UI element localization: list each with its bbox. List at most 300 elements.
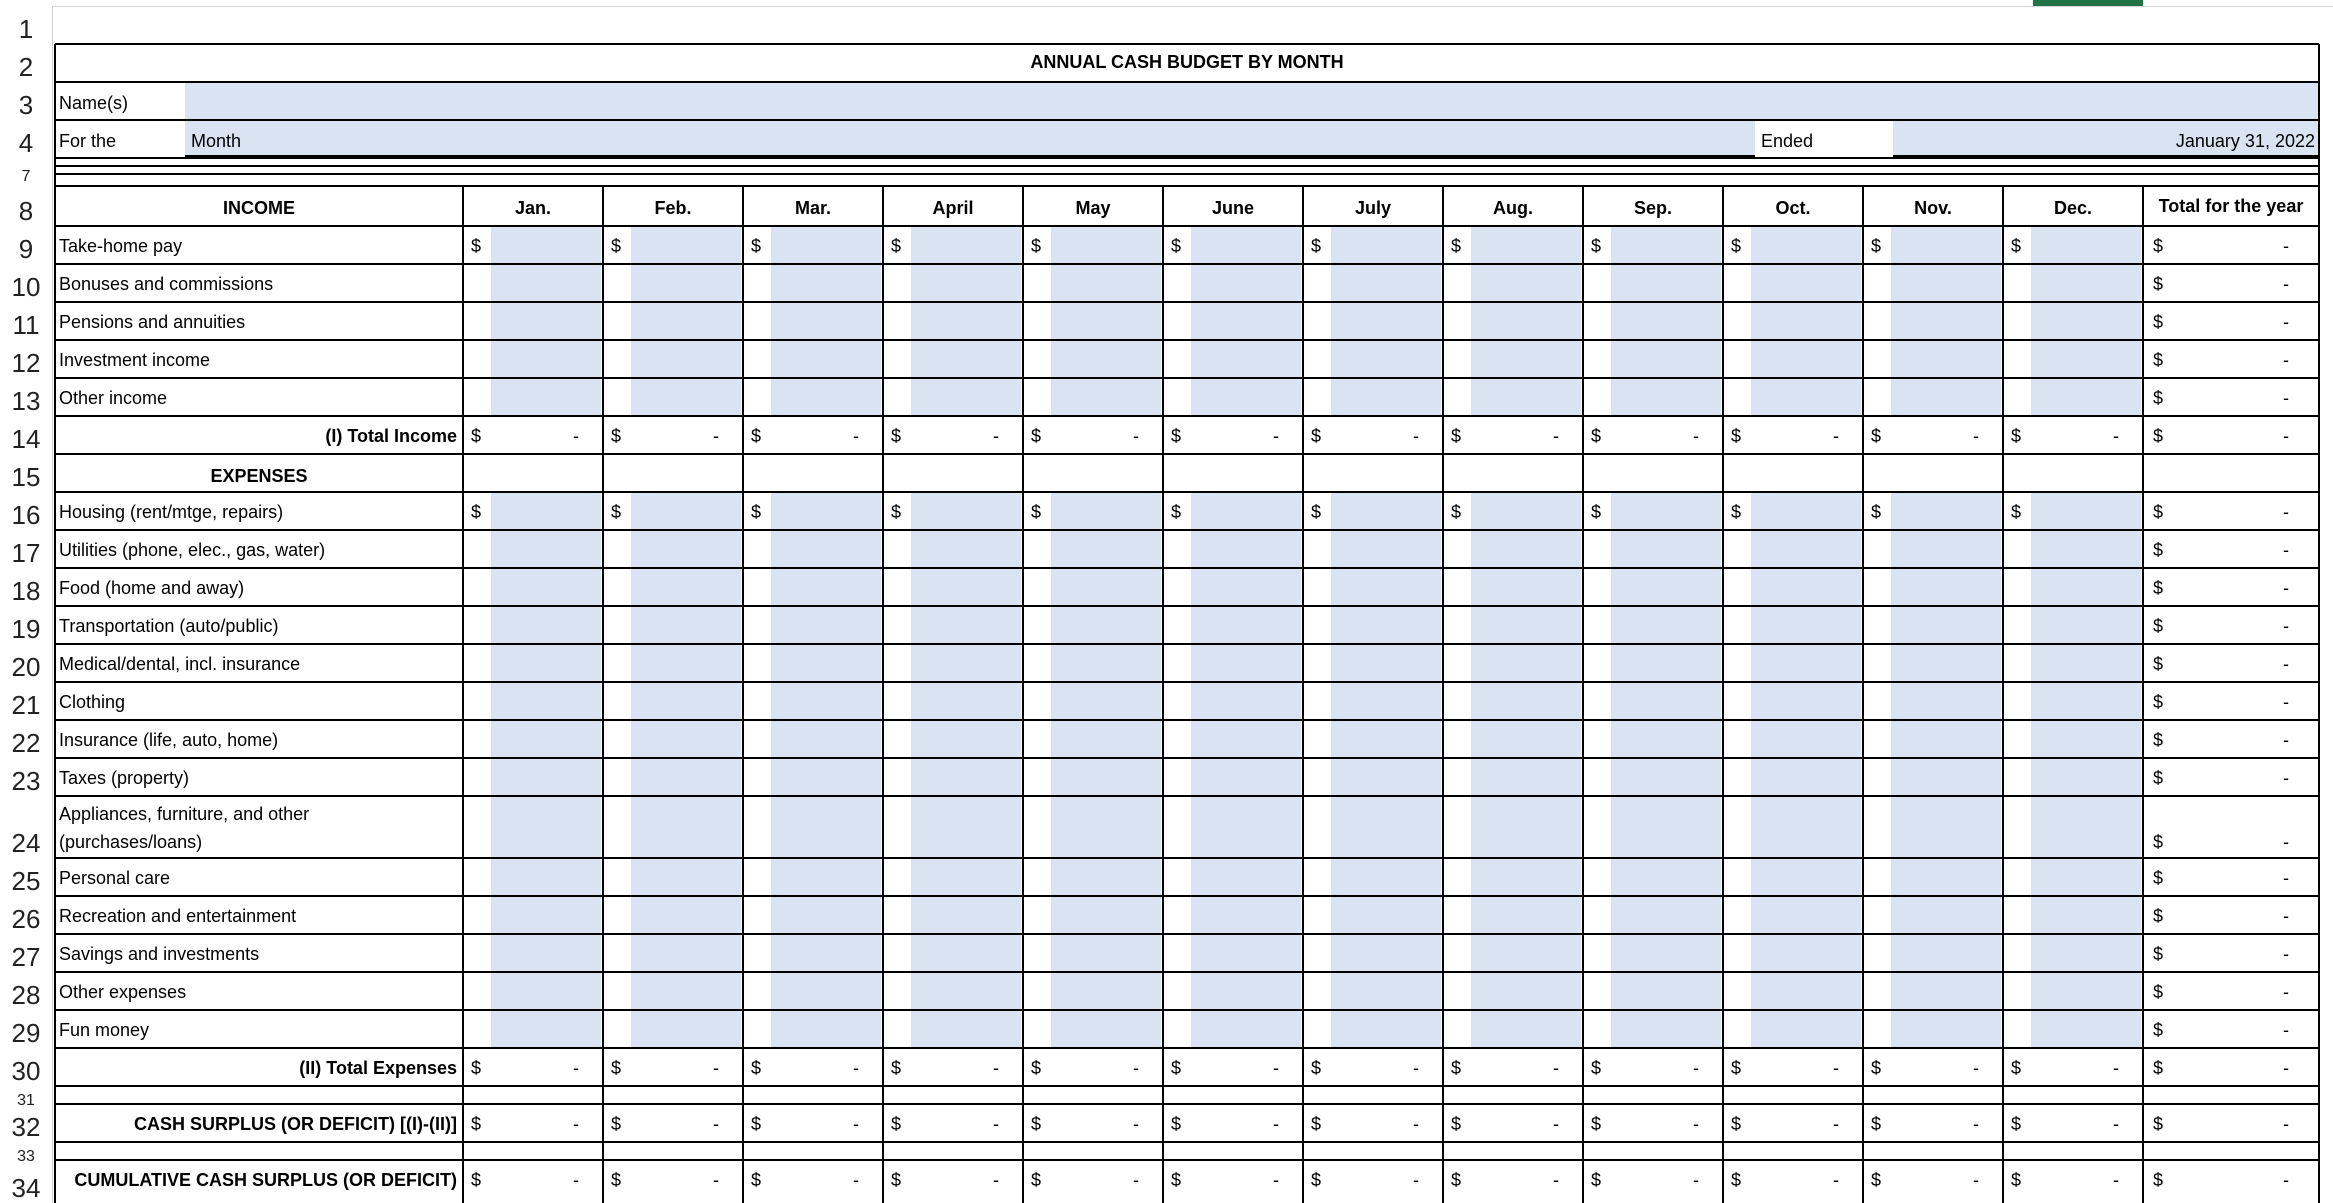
income-input-13-8[interactable] bbox=[1471, 379, 1581, 416]
expense-input-29-10[interactable] bbox=[1751, 1011, 1861, 1048]
expense-input-28-12[interactable] bbox=[2031, 973, 2141, 1010]
empty-value: - bbox=[1973, 1170, 1979, 1190]
expense-input-19-10[interactable] bbox=[1751, 607, 1861, 644]
expense-input-22-3[interactable] bbox=[771, 721, 881, 758]
expense-input-28-8[interactable] bbox=[1471, 973, 1581, 1010]
expense-input-28-3[interactable] bbox=[771, 973, 881, 1010]
expense-input-16-3[interactable] bbox=[771, 493, 881, 530]
expense-input-28-11[interactable] bbox=[1891, 973, 2001, 1010]
expense-input-28-9[interactable] bbox=[1611, 973, 1721, 1010]
total-currency-sign: $ bbox=[2153, 426, 2164, 446]
row-number[interactable]: 13 bbox=[11, 386, 41, 416]
expense-input-23-9[interactable] bbox=[1611, 759, 1721, 796]
border-line bbox=[55, 43, 2319, 45]
expense-input-25-9[interactable] bbox=[1611, 859, 1721, 896]
expense-input-24-2[interactable] bbox=[631, 797, 741, 858]
expense-input-20-12[interactable] bbox=[2031, 645, 2141, 682]
expense-input-29-3[interactable] bbox=[771, 1011, 881, 1048]
row-number[interactable]: 22 bbox=[11, 728, 41, 758]
income-input-12-2[interactable] bbox=[631, 341, 741, 378]
border-line bbox=[55, 1047, 2319, 1049]
currency-sign: $ bbox=[1731, 1170, 1742, 1190]
income-input-12-8[interactable] bbox=[1471, 341, 1581, 378]
expense-input-18-3[interactable] bbox=[771, 569, 881, 606]
expense-input-26-11[interactable] bbox=[1891, 897, 2001, 934]
expense-input-29-5[interactable] bbox=[1051, 1011, 1161, 1048]
expense-input-18-5[interactable] bbox=[1051, 569, 1161, 606]
income-input-11-9[interactable] bbox=[1611, 303, 1721, 340]
expense-input-17-5[interactable] bbox=[1051, 531, 1161, 568]
expense-input-25-8[interactable] bbox=[1471, 859, 1581, 896]
income-input-10-5[interactable] bbox=[1051, 265, 1161, 302]
expense-input-27-12[interactable] bbox=[2031, 935, 2141, 972]
income-input-12-1[interactable] bbox=[491, 341, 601, 378]
expense-input-18-1[interactable] bbox=[491, 569, 601, 606]
row-number[interactable]: 24 bbox=[11, 828, 41, 858]
currency-sign: $ bbox=[2011, 426, 2022, 446]
expense-input-19-1[interactable] bbox=[491, 607, 601, 644]
row-number[interactable]: 32 bbox=[11, 1112, 41, 1142]
income-input-9-8[interactable] bbox=[1471, 227, 1581, 264]
expense-input-24-3[interactable] bbox=[771, 797, 881, 858]
expense-input-24-8[interactable] bbox=[1471, 797, 1581, 858]
expense-input-16-12[interactable] bbox=[2031, 493, 2141, 530]
expense-input-20-7[interactable] bbox=[1331, 645, 1441, 682]
expense-input-21-9[interactable] bbox=[1611, 683, 1721, 720]
expense-input-21-3[interactable] bbox=[771, 683, 881, 720]
income-input-10-12[interactable] bbox=[2031, 265, 2141, 302]
row-number[interactable]: 11 bbox=[12, 310, 40, 340]
row-number[interactable]: 4 bbox=[18, 128, 34, 158]
expense-input-19-4[interactable] bbox=[911, 607, 1021, 644]
expense-input-25-10[interactable] bbox=[1751, 859, 1861, 896]
row-number[interactable]: 26 bbox=[11, 904, 41, 934]
expense-input-21-11[interactable] bbox=[1891, 683, 2001, 720]
expense-input-25-6[interactable] bbox=[1191, 859, 1301, 896]
expense-input-27-9[interactable] bbox=[1611, 935, 1721, 972]
income-input-11-6[interactable] bbox=[1191, 303, 1301, 340]
expense-input-27-10[interactable] bbox=[1751, 935, 1861, 972]
expense-input-17-9[interactable] bbox=[1611, 531, 1721, 568]
row-number[interactable]: 16 bbox=[11, 500, 41, 530]
income-input-11-10[interactable] bbox=[1751, 303, 1861, 340]
expense-row-label: Transportation (auto/public) bbox=[59, 616, 279, 636]
row-number[interactable]: 33 bbox=[17, 1148, 35, 1162]
expense-input-26-3[interactable] bbox=[771, 897, 881, 934]
expense-input-16-6[interactable] bbox=[1191, 493, 1301, 530]
empty-value: - bbox=[1693, 1058, 1699, 1078]
expense-input-16-10[interactable] bbox=[1751, 493, 1861, 530]
expense-input-21-12[interactable] bbox=[2031, 683, 2141, 720]
expense-input-20-6[interactable] bbox=[1191, 645, 1301, 682]
expense-input-16-8[interactable] bbox=[1471, 493, 1581, 530]
row-number[interactable]: 9 bbox=[18, 234, 34, 264]
expense-input-20-10[interactable] bbox=[1751, 645, 1861, 682]
expense-input-16-7[interactable] bbox=[1331, 493, 1441, 530]
expense-input-16-1[interactable] bbox=[491, 493, 601, 530]
expense-input-29-4[interactable] bbox=[911, 1011, 1021, 1048]
expense-input-20-4[interactable] bbox=[911, 645, 1021, 682]
expense-input-22-4[interactable] bbox=[911, 721, 1021, 758]
income-input-10-9[interactable] bbox=[1611, 265, 1721, 302]
expense-input-17-3[interactable] bbox=[771, 531, 881, 568]
row-number[interactable]: 8 bbox=[18, 196, 34, 226]
income-input-11-11[interactable] bbox=[1891, 303, 2001, 340]
expense-input-28-6[interactable] bbox=[1191, 973, 1301, 1010]
expense-input-20-8[interactable] bbox=[1471, 645, 1581, 682]
expense-input-23-11[interactable] bbox=[1891, 759, 2001, 796]
expense-input-26-9[interactable] bbox=[1611, 897, 1721, 934]
expense-input-23-7[interactable] bbox=[1331, 759, 1441, 796]
income-input-13-3[interactable] bbox=[771, 379, 881, 416]
expense-input-17-10[interactable] bbox=[1751, 531, 1861, 568]
income-input-12-9[interactable] bbox=[1611, 341, 1721, 378]
expense-input-22-11[interactable] bbox=[1891, 721, 2001, 758]
expense-input-20-9[interactable] bbox=[1611, 645, 1721, 682]
row-number[interactable]: 2 bbox=[18, 52, 34, 82]
expense-input-20-11[interactable] bbox=[1891, 645, 2001, 682]
expense-input-17-4[interactable] bbox=[911, 531, 1021, 568]
expense-input-22-2[interactable] bbox=[631, 721, 741, 758]
income-input-12-6[interactable] bbox=[1191, 341, 1301, 378]
expense-input-24-1[interactable] bbox=[491, 797, 601, 858]
expense-input-29-11[interactable] bbox=[1891, 1011, 2001, 1048]
total-empty-value: - bbox=[2283, 426, 2289, 446]
expense-input-29-12[interactable] bbox=[2031, 1011, 2141, 1048]
row-number[interactable]: 15 bbox=[11, 462, 41, 492]
expense-input-24-7[interactable] bbox=[1331, 797, 1441, 858]
expense-input-18-7[interactable] bbox=[1331, 569, 1441, 606]
expense-input-19-11[interactable] bbox=[1891, 607, 2001, 644]
income-input-10-11[interactable] bbox=[1891, 265, 2001, 302]
income-input-11-7[interactable] bbox=[1331, 303, 1441, 340]
expense-row-label: Food (home and away) bbox=[59, 578, 245, 598]
expense-input-24-5[interactable] bbox=[1051, 797, 1161, 858]
expense-input-28-4[interactable] bbox=[911, 973, 1021, 1010]
expense-input-23-10[interactable] bbox=[1751, 759, 1861, 796]
row-number[interactable]: 30 bbox=[11, 1056, 41, 1086]
income-input-9-1[interactable] bbox=[491, 227, 601, 264]
income-input-9-4[interactable] bbox=[911, 227, 1021, 264]
total-empty-value: - bbox=[2283, 312, 2289, 332]
border-line bbox=[2318, 44, 2320, 160]
expense-input-24-12[interactable] bbox=[2031, 797, 2141, 858]
expense-input-22-8[interactable] bbox=[1471, 721, 1581, 758]
income-input-11-1[interactable] bbox=[491, 303, 601, 340]
expense-input-29-1[interactable] bbox=[491, 1011, 601, 1048]
expense-input-19-7[interactable] bbox=[1331, 607, 1441, 644]
expense-input-16-5[interactable] bbox=[1051, 493, 1161, 530]
income-input-12-10[interactable] bbox=[1751, 341, 1861, 378]
expense-input-27-3[interactable] bbox=[771, 935, 881, 972]
expense-input-18-10[interactable] bbox=[1751, 569, 1861, 606]
income-input-13-1[interactable] bbox=[491, 379, 601, 416]
expense-input-18-2[interactable] bbox=[631, 569, 741, 606]
expense-input-20-3[interactable] bbox=[771, 645, 881, 682]
income-input-11-8[interactable] bbox=[1471, 303, 1581, 340]
border-line bbox=[55, 1103, 2319, 1105]
expense-input-17-2[interactable] bbox=[631, 531, 741, 568]
row-number[interactable]: 1 bbox=[18, 14, 34, 44]
period-input[interactable] bbox=[185, 121, 1755, 157]
currency-sign: $ bbox=[751, 1170, 762, 1190]
expense-input-19-6[interactable] bbox=[1191, 607, 1301, 644]
expense-input-25-1[interactable] bbox=[491, 859, 601, 896]
expense-input-27-2[interactable] bbox=[631, 935, 741, 972]
expense-input-25-5[interactable] bbox=[1051, 859, 1161, 896]
expense-input-27-4[interactable] bbox=[911, 935, 1021, 972]
income-input-12-4[interactable] bbox=[911, 341, 1021, 378]
expense-input-19-5[interactable] bbox=[1051, 607, 1161, 644]
expense-input-23-1[interactable] bbox=[491, 759, 601, 796]
expense-input-21-8[interactable] bbox=[1471, 683, 1581, 720]
expense-input-21-4[interactable] bbox=[911, 683, 1021, 720]
expense-input-27-5[interactable] bbox=[1051, 935, 1161, 972]
row-number[interactable]: 19 bbox=[11, 614, 41, 644]
currency-sign: $ bbox=[891, 1058, 902, 1078]
expense-input-26-1[interactable] bbox=[491, 897, 601, 934]
expense-input-28-2[interactable] bbox=[631, 973, 741, 1010]
expense-input-29-2[interactable] bbox=[631, 1011, 741, 1048]
expense-input-17-7[interactable] bbox=[1331, 531, 1441, 568]
for-the-label: For the bbox=[59, 131, 117, 151]
row-number[interactable]: 12 bbox=[11, 348, 41, 378]
currency-sign: $ bbox=[1311, 1058, 1322, 1078]
expense-input-17-6[interactable] bbox=[1191, 531, 1301, 568]
expense-input-21-5[interactable] bbox=[1051, 683, 1161, 720]
income-input-9-3[interactable] bbox=[771, 227, 881, 264]
income-input-12-11[interactable] bbox=[1891, 341, 2001, 378]
row-number[interactable]: 17 bbox=[11, 538, 41, 568]
expense-input-17-12[interactable] bbox=[2031, 531, 2141, 568]
expense-input-25-11[interactable] bbox=[1891, 859, 2001, 896]
expense-input-22-5[interactable] bbox=[1051, 721, 1161, 758]
expense-input-24-6[interactable] bbox=[1191, 797, 1301, 858]
empty-value: - bbox=[1833, 1058, 1839, 1078]
income-input-11-2[interactable] bbox=[631, 303, 741, 340]
income-row-label: Bonuses and commissions bbox=[59, 274, 274, 294]
expense-input-23-12[interactable] bbox=[2031, 759, 2141, 796]
income-input-9-5[interactable] bbox=[1051, 227, 1161, 264]
income-input-9-11[interactable] bbox=[1891, 227, 2001, 264]
expense-input-19-2[interactable] bbox=[631, 607, 741, 644]
border-line bbox=[1893, 155, 2319, 157]
income-input-13-10[interactable] bbox=[1751, 379, 1861, 416]
expense-input-26-10[interactable] bbox=[1751, 897, 1861, 934]
income-input-10-3[interactable] bbox=[771, 265, 881, 302]
row-number[interactable]: 10 bbox=[11, 272, 41, 302]
expense-input-26-12[interactable] bbox=[2031, 897, 2141, 934]
expense-input-21-7[interactable] bbox=[1331, 683, 1441, 720]
income-input-9-2[interactable] bbox=[631, 227, 741, 264]
row-number[interactable]: 31 bbox=[17, 1092, 35, 1106]
expense-input-29-6[interactable] bbox=[1191, 1011, 1301, 1048]
income-input-10-7[interactable] bbox=[1331, 265, 1441, 302]
expense-input-28-1[interactable] bbox=[491, 973, 601, 1010]
expense-input-27-1[interactable] bbox=[491, 935, 601, 972]
expense-input-18-6[interactable] bbox=[1191, 569, 1301, 606]
row-number[interactable]: 14 bbox=[11, 424, 41, 454]
row-number[interactable]: 27 bbox=[11, 942, 41, 972]
income-input-9-9[interactable] bbox=[1611, 227, 1721, 264]
income-input-13-7[interactable] bbox=[1331, 379, 1441, 416]
expense-row-label: Savings and investments bbox=[59, 944, 260, 964]
border-line bbox=[185, 155, 1755, 157]
expense-input-19-3[interactable] bbox=[771, 607, 881, 644]
row-number[interactable]: 3 bbox=[18, 90, 34, 120]
income-input-10-2[interactable] bbox=[631, 265, 741, 302]
expense-input-17-8[interactable] bbox=[1471, 531, 1581, 568]
expense-input-20-2[interactable] bbox=[631, 645, 741, 682]
income-input-12-5[interactable] bbox=[1051, 341, 1161, 378]
expense-input-22-10[interactable] bbox=[1751, 721, 1861, 758]
expense-input-25-2[interactable] bbox=[631, 859, 741, 896]
income-input-10-10[interactable] bbox=[1751, 265, 1861, 302]
currency-sign: $ bbox=[1311, 1114, 1322, 1134]
expense-input-25-3[interactable] bbox=[771, 859, 881, 896]
income-input-11-5[interactable] bbox=[1051, 303, 1161, 340]
expense-input-17-11[interactable] bbox=[1891, 531, 2001, 568]
expense-input-16-2[interactable] bbox=[631, 493, 741, 530]
expense-input-20-5[interactable] bbox=[1051, 645, 1161, 682]
expense-input-24-9[interactable] bbox=[1611, 797, 1721, 858]
expense-input-23-4[interactable] bbox=[911, 759, 1021, 796]
expense-input-27-6[interactable] bbox=[1191, 935, 1301, 972]
expense-input-21-10[interactable] bbox=[1751, 683, 1861, 720]
expense-input-18-4[interactable] bbox=[911, 569, 1021, 606]
income-input-13-12[interactable] bbox=[2031, 379, 2141, 416]
income-input-12-3[interactable] bbox=[771, 341, 881, 378]
expense-input-22-6[interactable] bbox=[1191, 721, 1301, 758]
expense-input-16-9[interactable] bbox=[1611, 493, 1721, 530]
expense-input-28-10[interactable] bbox=[1751, 973, 1861, 1010]
expense-input-18-8[interactable] bbox=[1471, 569, 1581, 606]
total-currency-sign: $ bbox=[2153, 236, 2164, 256]
expense-input-22-12[interactable] bbox=[2031, 721, 2141, 758]
expense-input-22-9[interactable] bbox=[1611, 721, 1721, 758]
expense-input-29-7[interactable] bbox=[1331, 1011, 1441, 1048]
income-input-11-4[interactable] bbox=[911, 303, 1021, 340]
expense-input-25-7[interactable] bbox=[1331, 859, 1441, 896]
expense-input-21-1[interactable] bbox=[491, 683, 601, 720]
expense-row-label: Other expenses bbox=[59, 982, 187, 1002]
expense-input-23-6[interactable] bbox=[1191, 759, 1301, 796]
income-input-10-8[interactable] bbox=[1471, 265, 1581, 302]
empty-value: - bbox=[573, 1058, 579, 1078]
expense-input-19-12[interactable] bbox=[2031, 607, 2141, 644]
currency-sign: $ bbox=[751, 1114, 762, 1134]
row-number[interactable]: 28 bbox=[11, 980, 41, 1010]
expense-input-24-11[interactable] bbox=[1891, 797, 2001, 858]
expense-input-28-7[interactable] bbox=[1331, 973, 1441, 1010]
income-input-10-6[interactable] bbox=[1191, 265, 1301, 302]
expense-input-26-2[interactable] bbox=[631, 897, 741, 934]
expense-input-24-10[interactable] bbox=[1751, 797, 1861, 858]
expense-input-23-3[interactable] bbox=[771, 759, 881, 796]
expense-input-26-6[interactable] bbox=[1191, 897, 1301, 934]
expense-input-18-11[interactable] bbox=[1891, 569, 2001, 606]
expense-input-18-12[interactable] bbox=[2031, 569, 2141, 606]
expense-input-16-4[interactable] bbox=[911, 493, 1021, 530]
income-input-10-1[interactable] bbox=[491, 265, 601, 302]
row-number[interactable]: 18 bbox=[11, 576, 41, 606]
expense-input-19-9[interactable] bbox=[1611, 607, 1721, 644]
row-number[interactable]: 34 bbox=[11, 1173, 41, 1203]
row-number[interactable]: 21 bbox=[11, 690, 41, 720]
expense-input-27-11[interactable] bbox=[1891, 935, 2001, 972]
currency-sign: $ bbox=[1171, 1114, 1182, 1134]
row-number[interactable]: 20 bbox=[11, 652, 41, 682]
expense-input-25-4[interactable] bbox=[911, 859, 1021, 896]
expense-input-19-8[interactable] bbox=[1471, 607, 1581, 644]
period-type-value[interactable]: Month bbox=[191, 131, 242, 151]
income-input-11-12[interactable] bbox=[2031, 303, 2141, 340]
expense-input-22-1[interactable] bbox=[491, 721, 601, 758]
total-currency-sign: $ bbox=[2153, 982, 2164, 1002]
income-input-10-4[interactable] bbox=[911, 265, 1021, 302]
expense-input-26-5[interactable] bbox=[1051, 897, 1161, 934]
expense-input-27-7[interactable] bbox=[1331, 935, 1441, 972]
row-number[interactable]: 25 bbox=[11, 866, 41, 896]
expense-input-25-12[interactable] bbox=[2031, 859, 2141, 896]
expense-input-16-11[interactable] bbox=[1891, 493, 2001, 530]
expense-input-23-2[interactable] bbox=[631, 759, 741, 796]
income-input-12-7[interactable] bbox=[1331, 341, 1441, 378]
expense-input-23-5[interactable] bbox=[1051, 759, 1161, 796]
expense-input-28-5[interactable] bbox=[1051, 973, 1161, 1010]
expense-input-23-8[interactable] bbox=[1471, 759, 1581, 796]
income-input-13-11[interactable] bbox=[1891, 379, 2001, 416]
total-empty-value: - bbox=[2283, 692, 2289, 712]
expense-input-22-7[interactable] bbox=[1331, 721, 1441, 758]
income-input-11-3[interactable] bbox=[771, 303, 881, 340]
empty-value: - bbox=[993, 1058, 999, 1078]
income-input-13-2[interactable] bbox=[631, 379, 741, 416]
empty-value: - bbox=[1413, 1058, 1419, 1078]
month-header-june: June bbox=[1211, 198, 1254, 218]
expense-input-27-8[interactable] bbox=[1471, 935, 1581, 972]
budget-sheet bbox=[55, 0, 2319, 1203]
expense-input-26-8[interactable] bbox=[1471, 897, 1581, 934]
names-input[interactable] bbox=[185, 83, 2318, 119]
expense-input-18-9[interactable] bbox=[1611, 569, 1721, 606]
row-number[interactable]: 23 bbox=[11, 766, 41, 796]
expense-input-20-1[interactable] bbox=[491, 645, 601, 682]
income-input-13-5[interactable] bbox=[1051, 379, 1161, 416]
expense-input-24-4[interactable] bbox=[911, 797, 1021, 858]
ended-date-value[interactable]: January 31, 2022 bbox=[2175, 131, 2315, 151]
expense-input-29-8[interactable] bbox=[1471, 1011, 1581, 1048]
income-input-13-6[interactable] bbox=[1191, 379, 1301, 416]
row-number[interactable]: 29 bbox=[11, 1018, 41, 1048]
expense-input-21-6[interactable] bbox=[1191, 683, 1301, 720]
income-input-12-12[interactable] bbox=[2031, 341, 2141, 378]
income-input-13-9[interactable] bbox=[1611, 379, 1721, 416]
income-input-9-10[interactable] bbox=[1751, 227, 1861, 264]
expense-input-26-7[interactable] bbox=[1331, 897, 1441, 934]
expense-input-17-1[interactable] bbox=[491, 531, 601, 568]
expense-input-21-2[interactable] bbox=[631, 683, 741, 720]
expense-input-26-4[interactable] bbox=[911, 897, 1021, 934]
income-input-9-6[interactable] bbox=[1191, 227, 1301, 264]
row-number[interactable]: 7 bbox=[21, 168, 31, 182]
currency-sign: $ bbox=[1171, 502, 1182, 522]
income-input-9-7[interactable] bbox=[1331, 227, 1441, 264]
expense-input-29-9[interactable] bbox=[1611, 1011, 1721, 1048]
names-label: Name(s) bbox=[59, 93, 129, 113]
income-input-9-12[interactable] bbox=[2031, 227, 2141, 264]
income-input-13-4[interactable] bbox=[911, 379, 1021, 416]
